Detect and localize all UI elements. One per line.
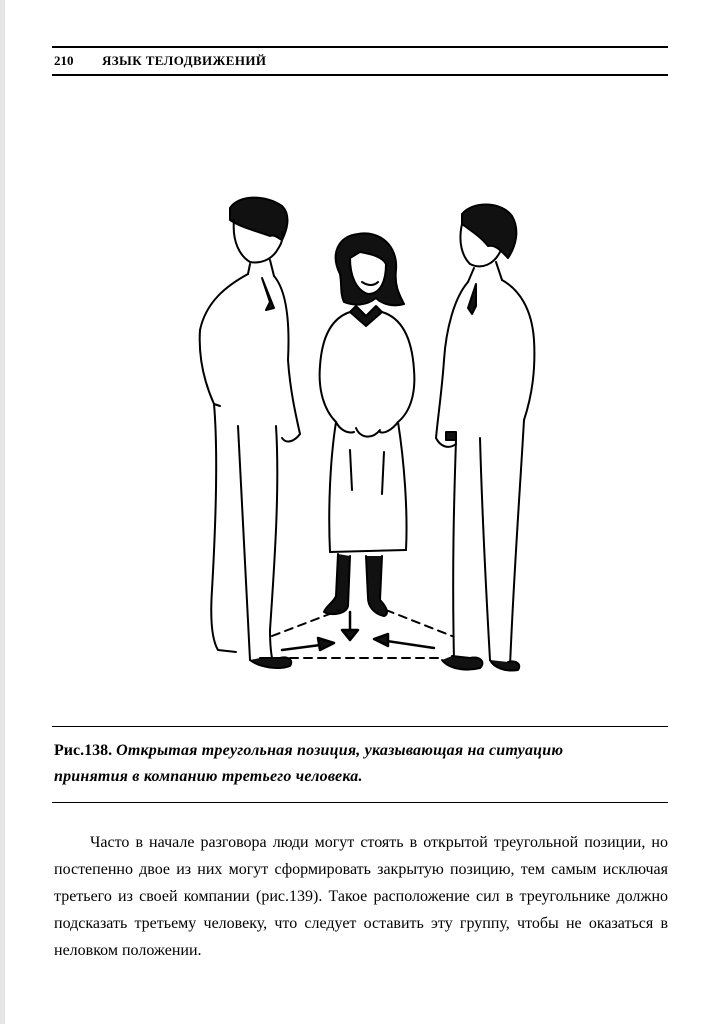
figure-caption [54, 738, 614, 790]
header-bottom-rule [52, 74, 668, 76]
triangle-dashes [272, 610, 452, 658]
center-woman-figure [320, 233, 415, 616]
caption-top-rule [52, 726, 668, 727]
page-edge [0, 0, 5, 1024]
illustration-open-triangle [190, 190, 540, 690]
right-man-figure [436, 204, 534, 670]
running-header [54, 53, 666, 71]
body-paragraph: Часто в начале разговора люди могут стоять в открытой треугольной позиции, но постепенно двое из них могут сформировать закрытую позицию, тем самым исключая третьего из своей компании (рис.139). Такое расположение сил в треугольнике должно подсказать третьему человеку, что следует оставить эту группу, чтобы не оказаться в неловком положении. [54, 834, 668, 959]
caption-bottom-rule [52, 802, 668, 803]
direction-arrows [282, 612, 434, 650]
caption-label: Рис.138. [54, 742, 113, 759]
page-number: 210 [54, 53, 74, 68]
caption-text: Открытая треугольная позиция, указывающая на ситуацию принятия в компанию третьего человека. [54, 742, 564, 785]
left-man-figure [200, 198, 300, 668]
body-text [54, 829, 668, 964]
header-top-rule [52, 46, 668, 48]
running-title: ЯЗЫК ТЕЛОДВИЖЕНИЙ [102, 53, 267, 68]
